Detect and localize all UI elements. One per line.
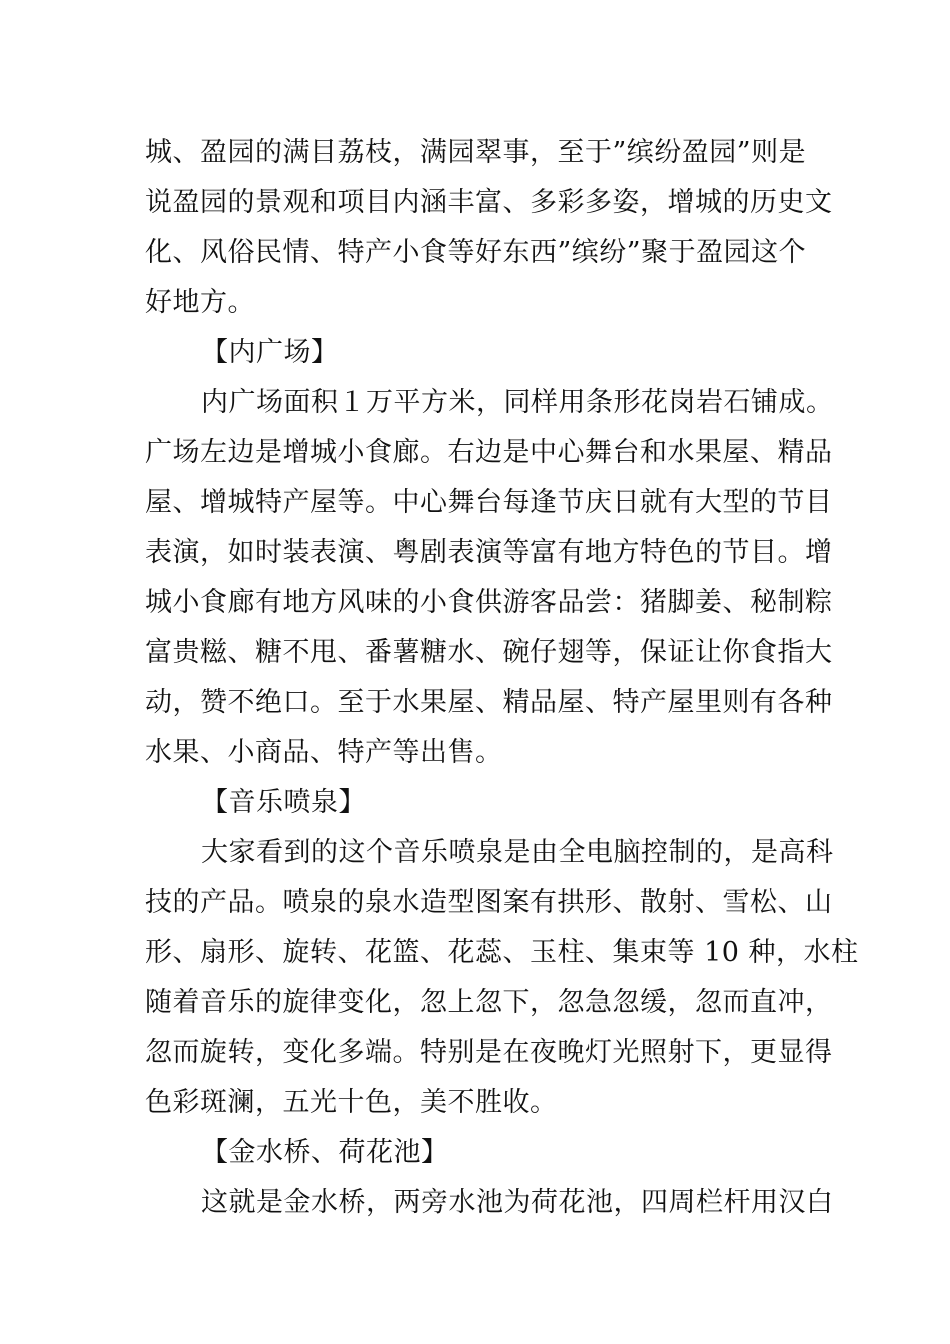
- paragraph-line: 忽而旋转，变化多端。特别是在夜晚灯光照射下，更显得: [145, 1037, 833, 1068]
- section-heading-music-fountain: 【音乐喷泉】: [201, 787, 366, 818]
- paragraph-line: 好地方。: [145, 287, 255, 318]
- paragraph-line: 表演，如时装表演、粤剧表演等富有地方特色的节目。增: [145, 537, 833, 568]
- paragraph-line: 城、盈园的满目荔枝，满园翠事，至于”缤纷盈园”则是: [145, 137, 807, 168]
- paragraph-line: 大家看到的这个音乐喷泉是由全电脑控制的，是高科: [201, 837, 834, 868]
- paragraph-line: 内广场面积１万平方米，同样用条形花岗岩石铺成。: [201, 387, 834, 418]
- document-body: [145, 128, 859, 1228]
- paragraph-line: 随着音乐的旋律变化，忽上忽下，忽急忽缓，忽而直冲，: [145, 987, 833, 1018]
- paragraph-line: 水果、小商品、特产等出售。: [145, 737, 503, 768]
- paragraph-line: 屋、增城特产屋等。中心舞台每逢节庆日就有大型的节目: [145, 487, 833, 518]
- paragraph-line: 动，赞不绝口。至于水果屋、精品屋、特产屋里则有各种: [145, 687, 833, 718]
- paragraph-line: 城小食廊有地方风味的小食供游客品尝：猪脚姜、秘制粽: [145, 587, 833, 618]
- section-heading-golden-bridge: 【金水桥、荷花池】: [201, 1137, 449, 1168]
- paragraph-line: 技的产品。喷泉的泉水造型图案有拱形、散射、雪松、山: [145, 887, 833, 918]
- paragraph-line: 广场左边是增城小食廊。右边是中心舞台和水果屋、精品: [145, 437, 833, 468]
- paragraph-line: 说盈园的景观和项目内涵丰富、多彩多姿，增城的历史文: [145, 187, 833, 218]
- paragraph-line: 色彩斑澜，五光十色，美不胜收。: [145, 1087, 558, 1118]
- paragraph-line: 这就是金水桥，两旁水池为荷花池，四周栏杆用汉白: [201, 1187, 834, 1218]
- paragraph-line: 形、扇形、旋转、花篮、花蕊、玉柱、集束等 10 种，水柱: [145, 937, 859, 968]
- paragraph-line: 富贵糍、糖不甩、番薯糖水、碗仔翅等，保证让你食指大: [145, 637, 833, 668]
- paragraph-line: 化、风俗民情、特产小食等好东西”缤纷”聚于盈园这个: [145, 237, 807, 268]
- section-heading-inner-plaza: 【内广场】: [201, 337, 339, 368]
